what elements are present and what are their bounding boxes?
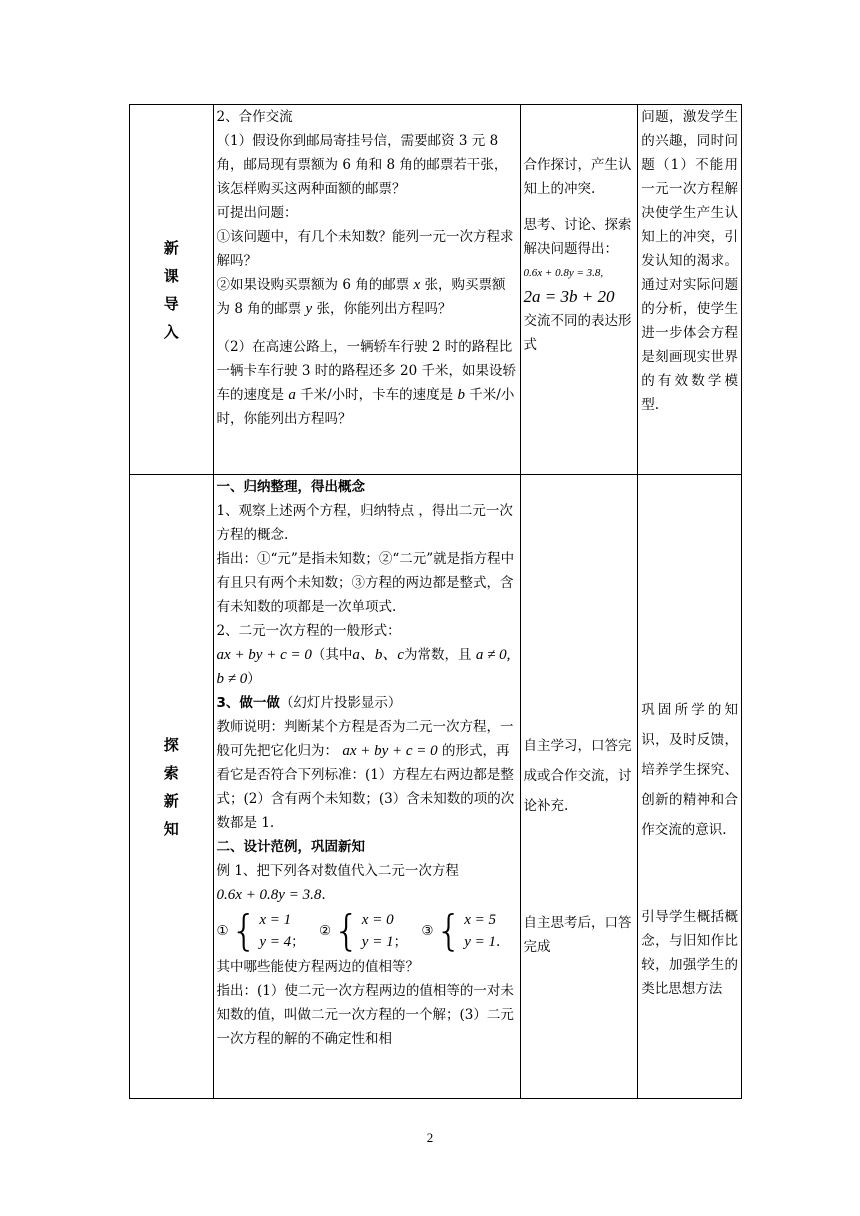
stage-char: 知 (163, 819, 179, 838)
section-heading: 二、设计范例，巩固新知 (216, 839, 366, 855)
equation: a ≠ 0, b ≠ 0 (216, 647, 511, 687)
math-var: a (288, 387, 296, 403)
paragraph: 1、观察上述两个方程，归纳特点 ，得出二元一次方程的概念. (216, 503, 513, 543)
paragraph: 其中哪些能使方程两边的值相等？ (216, 959, 420, 975)
equation: y = 4 (259, 934, 292, 950)
section-heading: 2、合作交流 (216, 109, 293, 125)
equation (464, 931, 500, 953)
text: （幻灯片投影显示） (279, 695, 402, 711)
equation: 2a = 3b + 20 (523, 287, 615, 306)
stage-char: 入 (163, 322, 179, 341)
text: （2）在高速公路上，一辆轿车行驶 2 时的路程比一辆卡车行驶 3 时的路程还多 20 千米，如果设轿车的速度是 (216, 339, 516, 403)
activity-text: 交流不同的表达形式 (523, 313, 632, 353)
value-pair (421, 906, 501, 955)
stage-char: 索 (163, 763, 179, 782)
table-row (130, 475, 742, 1099)
text: 为常数，且 (404, 647, 472, 663)
value-pairs (216, 906, 517, 955)
intent-cell (638, 105, 742, 475)
table-row (130, 105, 742, 475)
stage-char: 导 (163, 294, 179, 313)
text: 张，你能列出方程吗？ (316, 301, 452, 317)
text: 的形式，再看它是否符合下列标准：(1）方程左右两边都是整式；(2）含有两个未知数；(3）含未知数的项的次数都是 1. (216, 743, 515, 831)
equation-line (217, 883, 517, 907)
activity-text: 合作探讨，产生认知上的冲突. (523, 157, 632, 197)
text: ② (318, 923, 332, 939)
text: 千米/小时，卡车的速度是 (300, 387, 454, 403)
stage-char: 探 (163, 735, 179, 754)
value-pair (216, 906, 305, 955)
question (217, 273, 517, 321)
intent-text: 巩固所学的知识，及时反馈，培养学生探究、创新的精神和合作交流的意识. (641, 702, 738, 838)
activity-text: 自主思考后，口答完成 (523, 915, 632, 955)
equation: x = 5 (464, 912, 496, 928)
lesson-plan-table (129, 104, 742, 1099)
paragraph (217, 715, 517, 835)
text: . (496, 934, 501, 950)
content-cell (213, 105, 520, 475)
brace-icon: { (333, 906, 360, 955)
equation (362, 931, 407, 953)
math-var: a、b、c (352, 647, 405, 663)
brace-icon: { (435, 906, 463, 955)
equation: y = 1 (361, 934, 394, 950)
equation: x = 1 (259, 912, 292, 928)
paragraph: （1）假设你到邮局寄挂号信，需要邮资 3 元 8 角，邮局现有票额为 6 角和 8 角的邮票若干张，该怎样购买这两种面额的邮票？ (216, 133, 508, 197)
paragraph: 指出：①“元”是指未知数；②“二元”就是指方程中有且只有两个未知数；③方程的两边都是整式，含有未知数的项都是一次单项式. (216, 551, 515, 615)
paragraph: 例 1、把下列各对数值代入二元一次方程 (216, 863, 459, 879)
paragraph: 可提出问题： (216, 205, 298, 221)
stage-char: 课 (163, 266, 179, 285)
activity-text: 自主学习，口答完成或合作交流，讨论补充. (523, 738, 632, 814)
text: （其中 (311, 647, 353, 663)
math-var: y (305, 301, 313, 317)
activity-cell (520, 105, 638, 475)
section-heading: 一、归纳整理，得出概念 (216, 479, 366, 495)
text: ②如果设购买票额为 6 角的邮票 (216, 277, 410, 293)
paragraph (217, 643, 517, 691)
text: ） (247, 671, 261, 687)
text: 千米/小时，你能列出方程吗？ (216, 387, 515, 427)
activity-cell (520, 475, 638, 1099)
text: ③ (421, 923, 434, 939)
equation: ax + by + c = 0 (342, 743, 438, 759)
equation: 0.6x + 0.8y = 3.8, (523, 267, 604, 279)
paragraph: 指出：(1）使二元一次方程两边的值相等的一对未知数的值，叫做二元一次方程的一个解；(3）二元一次方程的解的不确定性和相 (216, 983, 514, 1047)
equation: 0.6x + 0.8y = 3.8 (216, 887, 322, 903)
equation: y = 1 (464, 934, 496, 950)
paragraph: 2、二元一次方程的一般形式： (216, 623, 401, 639)
math-var: b (457, 387, 465, 403)
stage-char: 新 (163, 791, 179, 810)
intent-text: 问题，激发学生的兴趣，同时问题（1）不能用一元一次方程解决使学生产生认知上的冲突，引发认知的渴求。通过对实际问题的分析，使学生进一步体会方程是刻画现实世界的有效数学模型. (641, 109, 738, 413)
value-pair (318, 906, 408, 955)
text: 3、做一做 (216, 695, 280, 711)
stage-char: 新 (163, 238, 179, 257)
intent-cell (638, 475, 742, 1099)
paragraph (217, 335, 517, 431)
equation: x = 0 (361, 912, 394, 928)
text: . (321, 887, 326, 903)
equation (259, 931, 304, 953)
activity-text: 思考、讨论、探索解决问题得出： (523, 217, 632, 257)
equation: ax + by + c = 0 (216, 647, 312, 663)
question: ①该问题中，有几个未知数？能列一元一次方程求解吗？ (216, 229, 514, 269)
stage-cell (130, 105, 214, 475)
text: ① (216, 923, 229, 939)
brace-icon: { (230, 906, 258, 955)
text: ； (393, 934, 408, 950)
text: ； (291, 934, 305, 950)
math-var: x (413, 277, 421, 293)
page-number: 2 (426, 1130, 434, 1145)
stage-cell (130, 475, 214, 1099)
text: 教师说明：判断某个方程是否为二元一次方程，一般可先把它化归为： (216, 719, 514, 759)
text: 张，购买票额为 8 角的邮票 (216, 277, 506, 317)
intent-text: 引导学生概括概念，与旧知作比较，加强学生的类比思想方法 (641, 909, 738, 997)
content-cell (213, 475, 520, 1099)
section-heading (217, 691, 517, 715)
